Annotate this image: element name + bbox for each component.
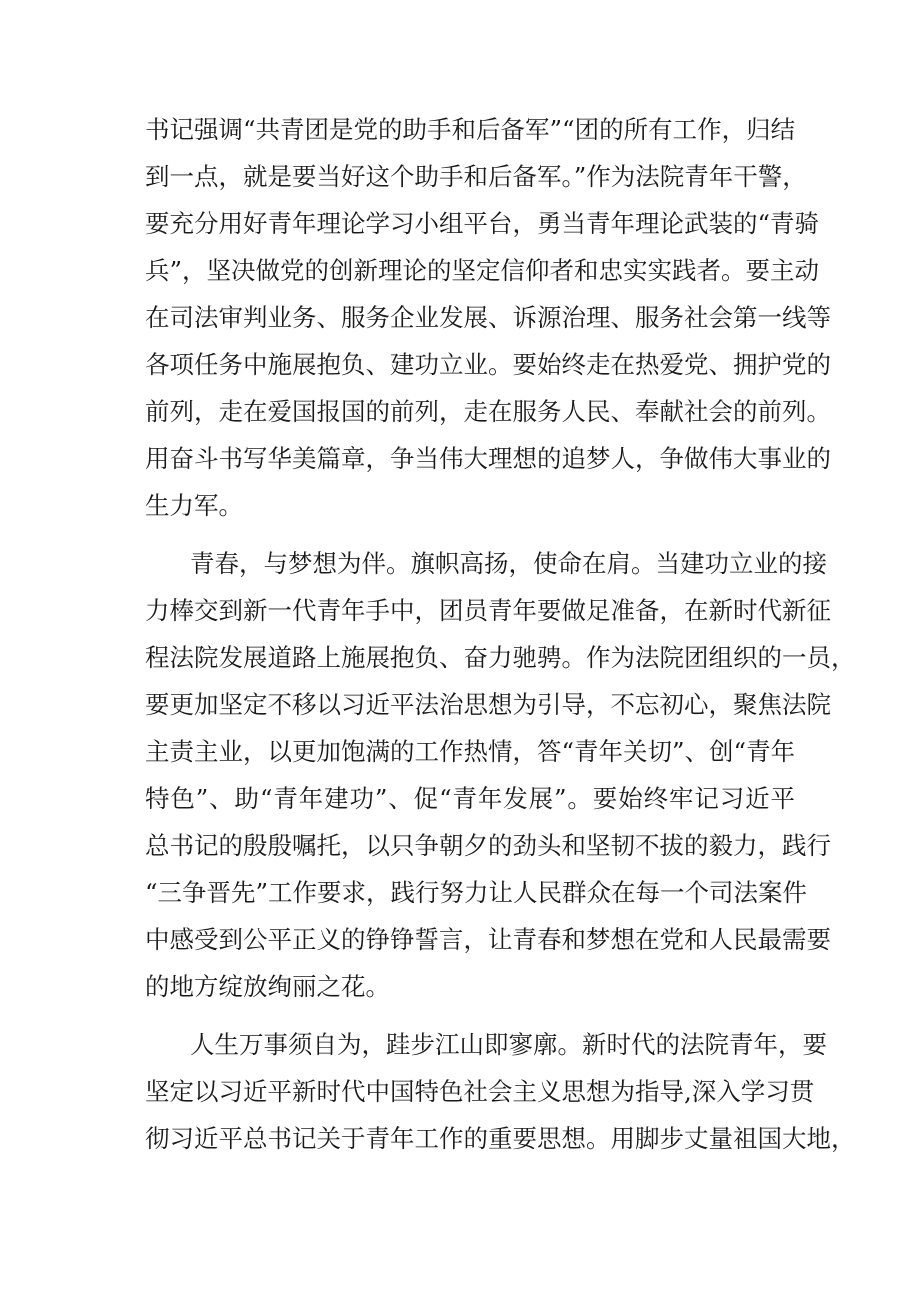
paragraph-first-line: 人生万事须自为，跬步江山即寥廓。新时代的法院青年，要: [190, 1030, 827, 1059]
paragraph-line: 力棒交到新一代青年手中，团员青年要做足准备，在新时代新征: [145, 596, 831, 625]
paragraph-line: 在司法审判业务、服务企业发展、诉源治理、服务社会第一线等: [145, 303, 831, 332]
paragraph-line: 特色”、助“青年建功”、促“青年发展”。要始终牢记习近平: [145, 784, 795, 813]
paragraph-line: 到一点，就是要当好这个助手和后备军。”作为法院青年干警，: [145, 162, 807, 191]
paragraph-line: 兵”，坚决做党的创新理论的坚定信仰者和忠实实践者。要主动: [145, 256, 820, 285]
paragraph-line: 要更加坚定不移以习近平法治思想为引导，不忘初心，聚焦法院: [145, 690, 831, 719]
paragraph-line: 的地方绽放绚丽之花。: [145, 972, 390, 1001]
paragraph-line: 生力军。: [145, 491, 243, 520]
paragraph-line: 中感受到公平正义的铮铮誓言，让青春和梦想在党和人民最需要: [145, 925, 831, 954]
paragraph-first-line: 青春，与梦想为伴。旗帜高扬，使命在肩。当建功立业的接: [190, 549, 827, 578]
paragraph-line: 彻习近平总书记关于青年工作的重要思想。用脚步丈量祖国大地，: [145, 1124, 856, 1153]
paragraph-line: 程法院发展道路上施展抱负、奋力驰骋。作为法院团组织的一员，: [145, 643, 856, 672]
paragraph-line: 主责主业，以更加饱满的工作热情，答“青年关切”、创“青年: [145, 737, 796, 766]
paragraph-line: 各项任务中施展抱负、建功立业。要始终走在热爱党、拥护党的: [145, 350, 831, 379]
paragraph-line: 用奋斗书写华美篇章，争当伟大理想的追梦人，争做伟大事业的: [145, 444, 831, 473]
paragraph-line: 前列，走在爱国报国的前列，走在服务人民、奉献社会的前列。: [145, 397, 831, 426]
paragraph-line: 坚定以习近平新时代中国特色社会主义思想为指导,深入学习贯: [145, 1077, 815, 1106]
paragraph-line: 总书记的殷殷嘱托，以只争朝夕的劲头和坚韧不拔的毅力，践行: [145, 831, 831, 860]
paragraph-line: 书记强调“共青团是党的助手和后备军”“团的所有工作，归结: [145, 115, 796, 144]
paragraph-line: “三争晋先”工作要求，践行努力让人民群众在每一个司法案件: [145, 878, 808, 907]
paragraph-line: 要充分用好青年理论学习小组平台，勇当青年理论武装的“青骑: [145, 209, 820, 238]
